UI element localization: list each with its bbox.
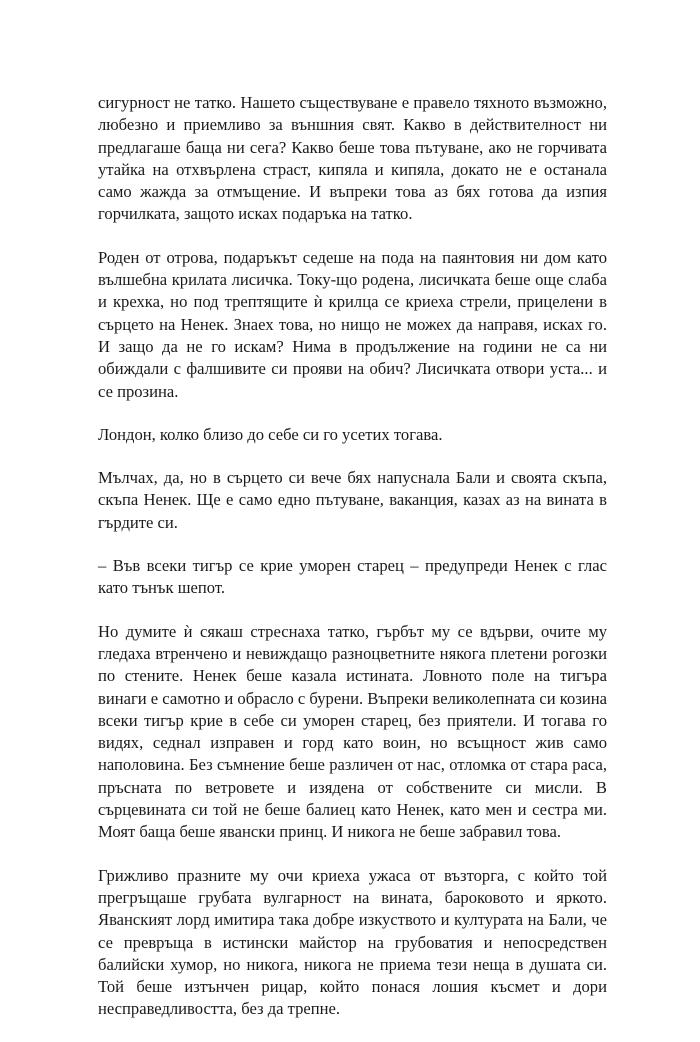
paragraph-7: Грижливо празните му очи криеха ужаса от възторга, с който той прегръщаше грубата вулгарност на вината, бароковото и яркото. Яванският лорд имитира така добре изкуството и културата на Бали, че се превръща в истински майстор на грубоватия и непосредствен балийски хумор, но никога, никога не приема тези неща в душата си. Той беше изтънчен рицар, който понася лошия късмет и дори несправедливостта, без да трепне. bbox=[98, 865, 607, 1019]
paragraph-2: Роден от отрова, подаръкът седеше на пода на паянтовия ни дом като вълшебна крилата лисичка. Току-що родена, лисичката беше още слаба и крехка, но под трептящите ѝ крилца се криеха стрели, прицелени в сърцето на Ненек. Знаех това, но нищо не можех да направя, исках го. И защо да не го искам? Нима в продължение на години не са ни обиждали с фалшивите си прояви на обич? Лисичката отвори уста... и се прозина. bbox=[98, 247, 607, 401]
paragraph-4: Мълчах, да, но в сърцето си вече бях напуснала Бали и своята скъпа, скъпа Ненек. Ще е само едно пътуване, ваканция, казах аз на вината в гърдите си. bbox=[98, 468, 607, 532]
body-text bbox=[98, 92, 607, 1042]
paragraph-6: Но думите ѝ сякаш стреснаха татко, гърбът му се вдърви, очите му гледаха втренчено и невиждащо разноцветните някога плетени рогозки по стените. Ненек беше казала истината. Ловното поле на тигъра винаги е самотно и обрасло с бурени. Въпреки великолепната си козина всеки тигър крие в себе си уморен старец, без приятели. И тогава го видях, седнал изправен и горд като воин, но всъщност жив само наполовина. Без съмнение беше различен от нас, отломка от стара раса, пръсната по ветровете и изядена от собствените си мисли. В сърцевината си той не беше балиец като Ненек, като мен и сестра ми. Моят баща беше явански принц. И никога не беше забравил това. bbox=[98, 621, 608, 842]
paragraph-3: Лондон, колко близо до себе си го усетих тогава. bbox=[98, 424, 443, 444]
paragraph-1: сигурност не татко. Нашето съществуване е правело тяхното възможно, любезно и приемливо за външния свят. Какво в действителност ни предлагаше баща ни сега? Какво беше това пътуване, ако не горчивата утайка на отхвърлена страст, кипяла и кипяла, докато не е останала само жажда за отмъщение. И въпреки това аз бях готова да изпия горчилката, защото исках подаръка на татко. bbox=[98, 93, 607, 224]
paragraph-5: – Във всеки тигър се крие уморен старец – предупреди Ненек с глас като тънък шепот. bbox=[98, 556, 607, 598]
